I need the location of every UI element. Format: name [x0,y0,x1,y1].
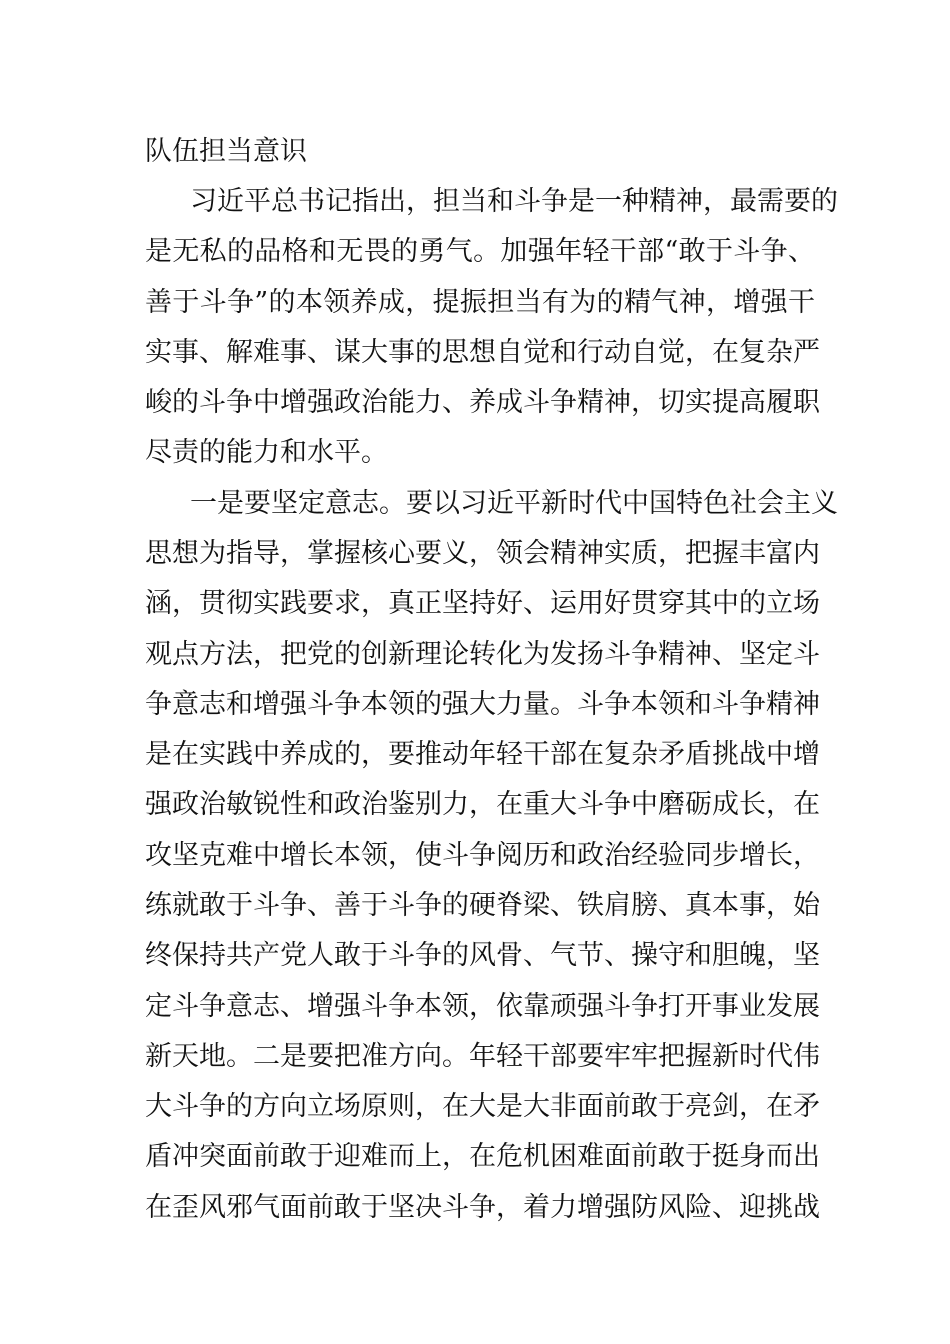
paragraph-line: 思想为指导，掌握核心要义，领会精神实质，把握丰富内 [145,538,820,569]
paragraph-line: 实事、解难事、谋大事的思想自觉和行动自觉，在复杂严 [145,337,820,368]
paragraph-line: 一是要坚定意志。要以习近平新时代中国特色社会主义 [190,488,838,519]
paragraph-line: 终保持共产党人敢于斗争的风骨、气节、操守和胆魄，坚 [145,940,820,971]
paragraph-line: 尽责的能力和水平。 [145,437,388,468]
paragraph-line: 攻坚克难中增长本领，使斗争阅历和政治经验同步增长， [145,840,820,871]
paragraph-line: 盾冲突面前敢于迎难而上，在危机困难面前敢于挺身而出 [145,1141,820,1172]
paragraph-line: 在歪风邪气面前敢于坚决斗争，着力增强防风险、迎挑战 [145,1192,820,1223]
paragraph-line: 涵，贯彻实践要求，真正坚持好、运用好贯穿其中的立场 [145,588,820,619]
paragraph-line: 习近平总书记指出，担当和斗争是一种精神，最需要的 [190,186,838,217]
paragraph-line: 善于斗争”的本领养成，提振担当有为的精气神，增强干 [145,287,815,318]
paragraph-line: 练就敢于斗争、善于斗争的硬脊梁、铁肩膀、真本事，始 [145,890,820,921]
paragraph-line: 争意志和增强斗争本领的强大力量。斗争本领和斗争精神 [145,689,820,720]
section-heading: 队伍担当意识 [145,136,307,167]
paragraph-line: 大斗争的方向立场原则，在大是大非面前敢于亮剑，在矛 [145,1091,820,1122]
paragraph-line: 峻的斗争中增强政治能力、养成斗争精神，切实提高履职 [145,387,820,418]
paragraph-line: 是在实践中养成的，要推动年轻干部在复杂矛盾挑战中增 [145,739,820,770]
paragraph-line: 是无私的品格和无畏的勇气。加强年轻干部“敢于斗争、 [145,236,815,267]
paragraph-line: 新天地。二是要把准方向。年轻干部要牢牢把握新时代伟 [145,1041,820,1072]
paragraph-line: 定斗争意志、增强斗争本领，依靠顽强斗争打开事业发展 [145,991,820,1022]
paragraph-line: 强政治敏锐性和政治鉴别力，在重大斗争中磨砺成长，在 [145,789,820,820]
paragraph-line: 观点方法，把党的创新理论转化为发扬斗争精神、坚定斗 [145,639,820,670]
